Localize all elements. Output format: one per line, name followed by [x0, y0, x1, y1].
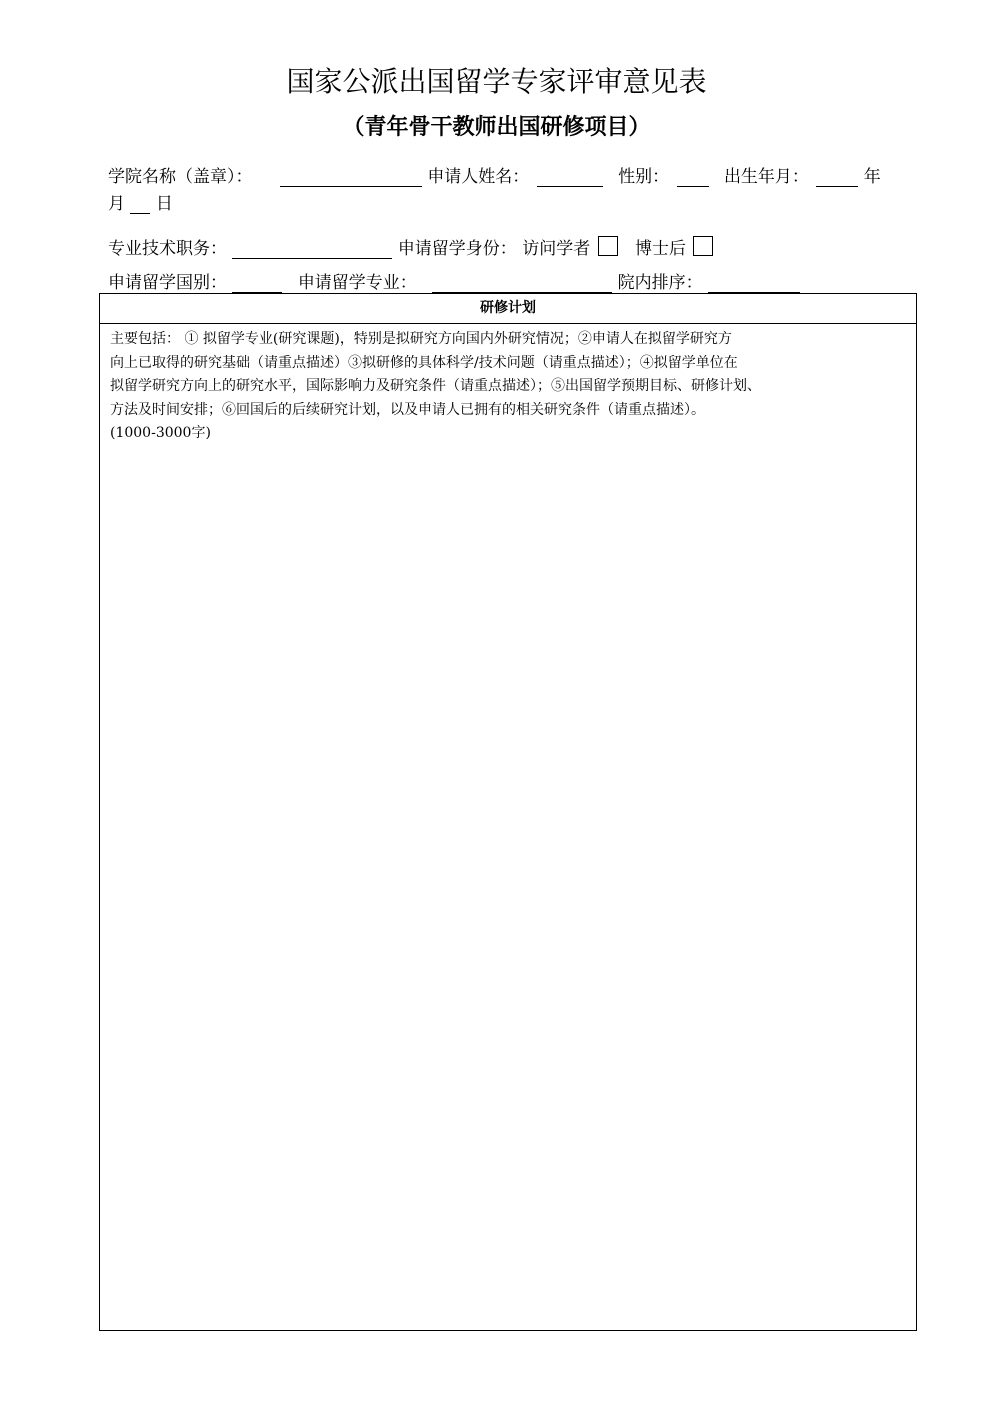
status-label: 申请留学身份：: [397, 239, 517, 259]
gender-field[interactable]: [677, 168, 709, 187]
title-field[interactable]: [232, 240, 392, 259]
birth-day-field[interactable]: [130, 195, 150, 214]
month-label: 月: [108, 194, 125, 214]
applicant-label: 申请人姓名：: [427, 167, 530, 187]
page-title: 国家公派出国留学专家评审意见表: [286, 65, 707, 98]
college-label: 学院名称（盖章）：: [108, 167, 253, 187]
applicant-field[interactable]: [537, 168, 603, 187]
research-plan-table: [99, 293, 917, 1331]
research-plan-content[interactable]: [100, 324, 916, 446]
ranking-field[interactable]: [708, 274, 800, 293]
country-field[interactable]: [232, 274, 282, 293]
form-row-3: [108, 268, 800, 293]
table-heading: 研修计划: [100, 294, 916, 324]
birth-year-field[interactable]: [816, 168, 858, 187]
ranking-label: 院内排序：: [617, 273, 703, 293]
birth-label: 出生年月：: [723, 167, 809, 187]
day-label: 日: [155, 194, 173, 214]
instruction-line: 主要包括： ① 拟留学专业(研究课题)，特别是拟研究方向国内外研究情况；②申请人在拟留学研究方: [110, 331, 732, 347]
page-subtitle: （青年骨干教师出国研修项目）: [342, 115, 651, 140]
instruction-line: 向上已取得的研究基础（请重点描述）③拟研修的具体科学/技术问题（请重点描述）；④拟留学单位在: [110, 354, 738, 371]
postdoc-checkbox[interactable]: [693, 236, 713, 256]
gender-label: 性别：: [618, 167, 670, 187]
postdoc-label: 博士后: [635, 239, 687, 259]
form-row-1: [108, 162, 881, 187]
title-label: 专业技术职务：: [108, 239, 227, 259]
word-count-note: (1000-3000字): [110, 425, 211, 441]
year-label: 年: [863, 167, 881, 187]
visiting-scholar-checkbox[interactable]: [598, 236, 618, 256]
major-label: 申请留学专业：: [297, 273, 417, 293]
country-label: 申请留学国别：: [108, 273, 227, 293]
major-field[interactable]: [432, 274, 612, 293]
form-row-2: [108, 234, 713, 259]
form-row-1b: [108, 189, 173, 214]
instruction-line: 拟留学研究方向上的研究水平，国际影响力及研究条件（请重点描述）；⑤出国留学预期目标、研修计划、: [110, 378, 761, 394]
college-field[interactable]: [280, 168, 422, 187]
visiting-scholar-label: 访问学者: [522, 239, 591, 259]
instruction-line: 方法及时间安排；⑥回国后的后续研究计划，以及申请人已拥有的相关研究条件（请重点描述）。: [110, 401, 705, 418]
